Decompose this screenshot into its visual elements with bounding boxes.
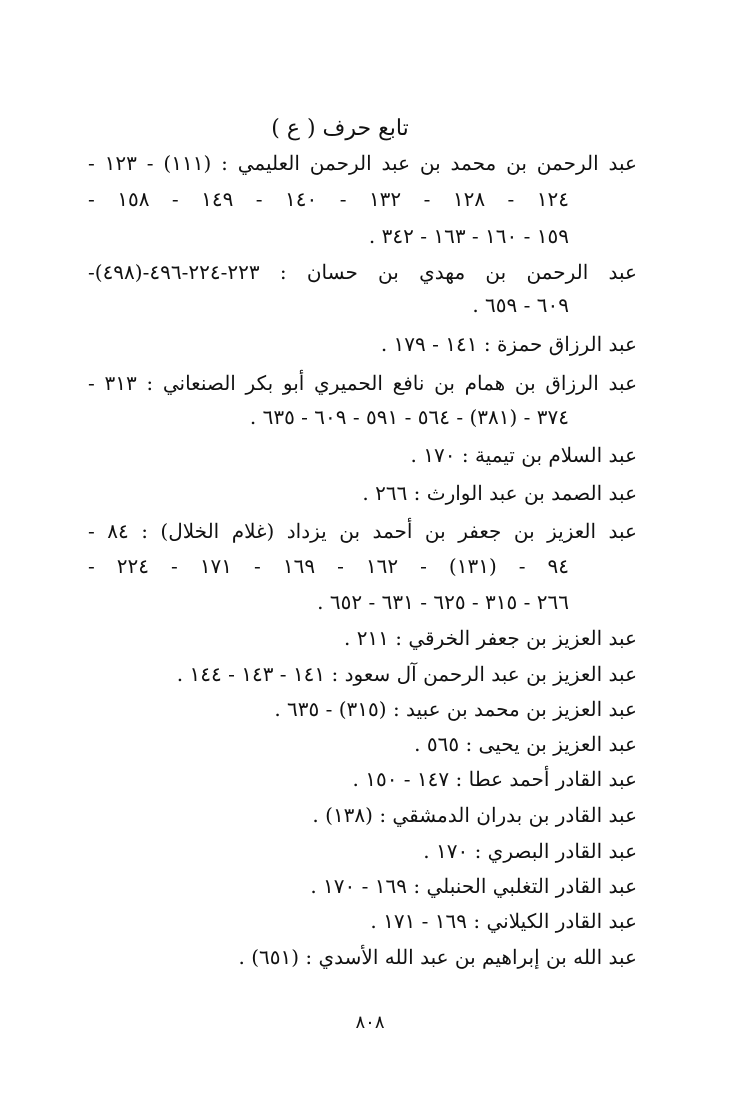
index-entry-line: عبد القادر البصري : ١٧٠ .	[423, 839, 637, 863]
index-entry-line: عبد العزيز بن جعفر الخرقي : ٢١١ .	[343, 626, 637, 650]
index-entry-line: عبد القادر بن بدران الدمشقي : (١٣٨) .	[312, 803, 637, 827]
section-heading: تابع حرف ( ع )	[271, 116, 409, 141]
index-entry-continuation: ٩٤ - (١٣١) - ١٦٢ - ١٦٩ - ١٧١ - ٢٢٤ -	[88, 554, 570, 578]
index-entry-continuation: ١٢٤ - ١٢٨ - ١٣٢ - ١٤٠ - ١٤٩ - ١٥٨ -	[88, 187, 569, 211]
index-entry-line: عبد الرحمن بن محمد بن عبد الرحمن العليمي : (١١١) - ١٢٣ -	[88, 151, 637, 175]
index-entry-line: عبد الصمد بن عبد الوارث : ٢٦٦ .	[362, 481, 637, 505]
index-entry-continuation: ١٥٩ - ١٦٠ - ١٦٣ - ٣٤٢ .	[368, 224, 569, 248]
index-entry-continuation: ٦٠٩ - ٦٥٩ .	[472, 293, 569, 317]
index-entry-line: عبد الله بن إبراهيم بن عبد الله الأسدي : (٦٥١) .	[238, 945, 637, 969]
index-entry-line: عبد الرحمن بن مهدي بن حسان : ٢٢٣-٢٢٤-٤٩٦-(٤٩٨)-	[88, 260, 637, 284]
index-entry-line: عبد العزيز بن عبد الرحمن آل سعود : ١٤١ - ١٤٣ - ١٤٤ .	[176, 662, 637, 686]
index-entry-line: عبد الرزاق حمزة : ١٤١ - ١٧٩ .	[380, 332, 637, 356]
index-entry-continuation: ٣٧٤ - (٣٨١) - ٥٦٤ - ٥٩١ - ٦٠٩ - ٦٣٥ .	[249, 405, 569, 429]
index-entry-line: عبد العزيز بن يحيى : ٥٦٥ .	[414, 732, 637, 756]
page-number: ٨٠٨	[355, 1012, 385, 1033]
index-entry-line: عبد السلام بن تيمية : ١٧٠ .	[410, 443, 637, 467]
index-entry-line: عبد القادر الكيلاني : ١٦٩ - ١٧١ .	[370, 909, 637, 933]
index-entry-continuation: ٢٦٦ - ٣١٥ - ٦٢٥ - ٦٣١ - ٦٥٢ .	[317, 590, 569, 614]
index-entry-line: عبد القادر التغلبي الحنبلي : ١٦٩ - ١٧٠ .	[310, 874, 637, 898]
index-entry-line: عبد القادر أحمد عطا : ١٤٧ - ١٥٠ .	[352, 767, 637, 791]
index-entry-line: عبد العزيز بن محمد بن عبيد : (٣١٥) - ٦٣٥ .	[274, 697, 637, 721]
index-entry-line: عبد العزيز بن جعفر بن أحمد بن يزداد (غلام الخلال) : ٨٤ -	[88, 519, 637, 543]
index-entry-line: عبد الرزاق بن همام بن نافع الحميري أبو بكر الصنعاني : ٣١٣ -	[88, 371, 638, 395]
